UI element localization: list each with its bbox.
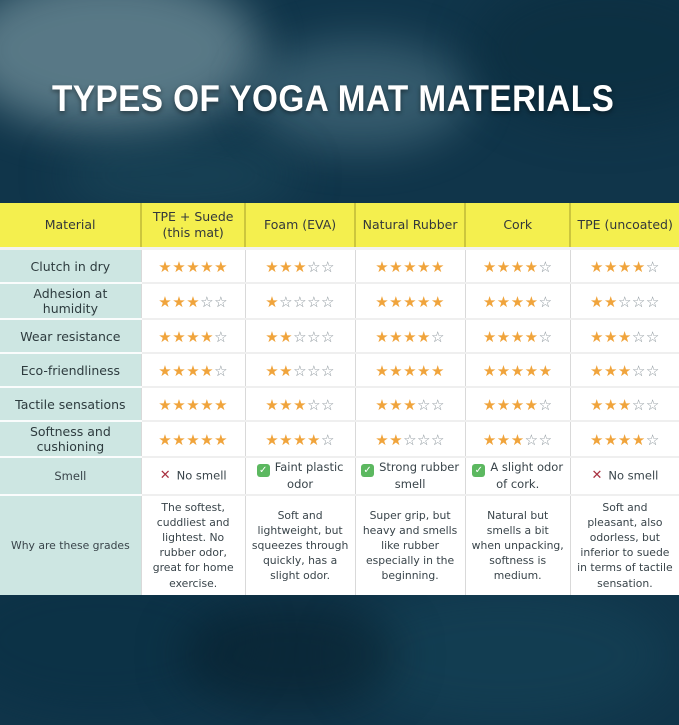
filled-stars: ★★★	[590, 361, 632, 380]
filled-stars: ★★★	[158, 292, 201, 311]
why-text: Natural but smells a bit when unpacking, softness is medium.	[471, 508, 564, 582]
why-text: Soft and lightweight, but squeezes through quickly, has a slight odor.	[251, 508, 349, 582]
rating-cell	[245, 283, 355, 319]
filled-stars: ★★★★	[158, 327, 215, 346]
rating-cell	[465, 319, 570, 353]
rating-cell	[570, 421, 679, 457]
why-cell	[465, 495, 570, 595]
rating-cell	[570, 387, 679, 421]
column-header-material: Material	[0, 203, 141, 249]
rating-cell	[355, 387, 465, 421]
filled-stars: ★★★★★	[158, 395, 229, 414]
star-rating	[158, 396, 228, 414]
rating-cell	[465, 249, 570, 284]
star-rating	[375, 431, 445, 449]
empty-stars: ☆☆☆	[293, 361, 335, 380]
empty-stars: ☆	[645, 257, 660, 276]
filled-stars: ★★★★	[482, 257, 539, 276]
empty-stars: ☆☆☆☆	[279, 292, 335, 311]
filled-stars: ★★★	[265, 395, 308, 414]
filled-stars: ★★	[590, 292, 618, 311]
star-rating	[265, 362, 335, 380]
star-rating	[483, 362, 553, 380]
filled-stars: ★★★★	[482, 395, 539, 414]
star-rating	[590, 328, 660, 346]
table-row	[0, 495, 679, 595]
filled-stars: ★★★★	[482, 292, 539, 311]
rating-cell	[570, 283, 679, 319]
star-rating	[265, 431, 335, 449]
header-row	[0, 203, 679, 249]
smell-cell	[465, 457, 570, 495]
filled-stars: ★★★★	[590, 257, 646, 276]
x-icon: ✕	[159, 467, 171, 483]
filled-stars: ★★★	[375, 395, 418, 414]
filled-stars: ★★★★★	[375, 292, 445, 311]
filled-stars: ★★★★	[158, 361, 215, 380]
x-icon: ✕	[591, 467, 603, 483]
empty-stars: ☆	[431, 327, 445, 346]
rating-cell	[245, 421, 355, 457]
empty-stars: ☆☆☆	[293, 327, 335, 346]
row-label: Clutch in dry	[0, 249, 141, 284]
filled-stars: ★★★★★	[482, 361, 553, 380]
star-rating	[483, 328, 553, 346]
filled-stars: ★★★★★	[375, 361, 445, 380]
star-rating	[265, 293, 335, 311]
table-row	[0, 283, 679, 319]
rating-cell	[570, 353, 679, 387]
table-row	[0, 387, 679, 421]
why-cell	[355, 495, 465, 595]
rating-cell	[465, 421, 570, 457]
rating-cell	[141, 387, 245, 421]
table-row	[0, 421, 679, 457]
smell-text: Strong rubber smell	[379, 460, 460, 492]
empty-stars: ☆☆	[307, 257, 335, 276]
rating-cell	[570, 319, 679, 353]
rating-cell	[245, 319, 355, 353]
row-label: Why are these grades	[0, 495, 141, 595]
column-header-foam-eva: Foam (EVA)	[245, 203, 355, 249]
smell-cell	[141, 457, 245, 495]
filled-stars: ★★★	[590, 327, 632, 346]
star-rating	[375, 328, 445, 346]
empty-stars: ☆☆	[200, 292, 229, 311]
check-icon: ✓	[257, 464, 270, 477]
empty-stars: ☆	[214, 361, 229, 380]
rating-cell	[355, 249, 465, 284]
row-label: Adhesion at humidity	[0, 283, 141, 319]
star-rating	[375, 258, 445, 276]
comparison-table	[0, 203, 679, 595]
rating-cell	[465, 387, 570, 421]
star-rating	[158, 362, 228, 380]
check-icon: ✓	[472, 464, 485, 477]
rating-cell	[141, 353, 245, 387]
why-cell	[570, 495, 679, 595]
smell-cell	[245, 457, 355, 495]
star-rating	[158, 328, 228, 346]
filled-stars: ★★	[265, 327, 294, 346]
check-icon: ✓	[361, 464, 374, 477]
empty-stars: ☆☆	[631, 361, 660, 380]
star-rating	[265, 328, 335, 346]
rating-cell	[141, 283, 245, 319]
empty-stars: ☆☆	[631, 327, 660, 346]
rating-cell	[245, 353, 355, 387]
row-label: Eco-friendliness	[0, 353, 141, 387]
star-rating	[158, 431, 228, 449]
empty-stars: ☆☆☆	[617, 292, 660, 311]
empty-stars: ☆	[538, 292, 553, 311]
star-rating	[158, 258, 228, 276]
why-text: Soft and pleasant, also odorless, but inferior to suede in terms of tactile sensation.	[577, 501, 673, 590]
star-rating	[375, 293, 445, 311]
star-rating	[590, 293, 660, 311]
filled-stars: ★★	[375, 430, 404, 449]
empty-stars: ☆	[321, 430, 335, 449]
empty-stars: ☆☆	[524, 430, 553, 449]
column-header-cork: Cork	[465, 203, 570, 249]
rating-cell	[141, 421, 245, 457]
empty-stars: ☆☆	[631, 395, 660, 414]
star-rating	[158, 293, 228, 311]
smell-cell	[570, 457, 679, 495]
star-rating	[483, 396, 553, 414]
empty-stars: ☆	[538, 327, 553, 346]
row-label: Smell	[0, 457, 141, 495]
smell-cell	[355, 457, 465, 495]
row-label: Tactile sensations	[0, 387, 141, 421]
filled-stars: ★★★	[265, 257, 308, 276]
rating-cell	[245, 249, 355, 284]
star-rating	[483, 258, 553, 276]
filled-stars: ★★★★	[482, 327, 539, 346]
why-text: Super grip, but heavy and smells like rubber especially in the beginning.	[362, 508, 458, 582]
filled-stars: ★★★★	[265, 430, 322, 449]
filled-stars: ★★★	[590, 395, 632, 414]
empty-stars: ☆☆☆	[403, 430, 445, 449]
why-text: The softest, cuddliest and lightest. No rubber odor, great for home exercise.	[152, 501, 234, 590]
star-rating	[375, 362, 445, 380]
star-rating	[590, 396, 660, 414]
rating-cell	[465, 283, 570, 319]
table-row	[0, 457, 679, 495]
why-cell	[245, 495, 355, 595]
column-header-tpe-uncoated: TPE (uncoated)	[570, 203, 679, 249]
rating-cell	[570, 249, 679, 284]
filled-stars: ★	[265, 292, 280, 311]
smell-text: No smell	[608, 468, 659, 483]
rating-cell	[141, 319, 245, 353]
page-title: TYPES OF YOGA MAT MATERIALS	[52, 78, 615, 119]
star-rating	[265, 396, 335, 414]
filled-stars: ★★★★	[590, 430, 646, 449]
column-header-natural-rubber: Natural Rubber	[355, 203, 465, 249]
rating-cell	[355, 421, 465, 457]
smell-text: A slight odor of cork.	[490, 460, 564, 492]
empty-stars: ☆	[645, 430, 660, 449]
row-label: Wear resistance	[0, 319, 141, 353]
star-rating	[590, 362, 660, 380]
rating-cell	[141, 249, 245, 284]
star-rating	[265, 258, 335, 276]
star-rating	[375, 396, 445, 414]
star-rating	[590, 258, 660, 276]
filled-stars: ★★★★	[375, 327, 431, 346]
empty-stars: ☆☆	[307, 395, 335, 414]
table-row	[0, 353, 679, 387]
star-rating	[483, 431, 553, 449]
star-rating	[483, 293, 553, 311]
row-label: Softness and cushioning	[0, 421, 141, 457]
star-rating	[590, 431, 660, 449]
empty-stars: ☆	[538, 395, 553, 414]
empty-stars: ☆	[214, 327, 229, 346]
filled-stars: ★★★★★	[158, 430, 229, 449]
table-row	[0, 319, 679, 353]
filled-stars: ★★★★★	[375, 257, 445, 276]
column-header-tpe-suede: TPE + Suede (this mat)	[141, 203, 245, 249]
filled-stars: ★★★★★	[158, 257, 229, 276]
filled-stars: ★★★	[482, 430, 525, 449]
smell-text: Faint plastic odor	[274, 460, 344, 492]
why-cell	[141, 495, 245, 595]
rating-cell	[465, 353, 570, 387]
empty-stars: ☆☆	[417, 395, 445, 414]
table-row	[0, 249, 679, 284]
texture-blob	[180, 600, 400, 710]
empty-stars: ☆	[538, 257, 553, 276]
rating-cell	[355, 353, 465, 387]
rating-cell	[355, 283, 465, 319]
rating-cell	[245, 387, 355, 421]
filled-stars: ★★	[265, 361, 294, 380]
smell-text: No smell	[176, 468, 227, 483]
rating-cell	[355, 319, 465, 353]
